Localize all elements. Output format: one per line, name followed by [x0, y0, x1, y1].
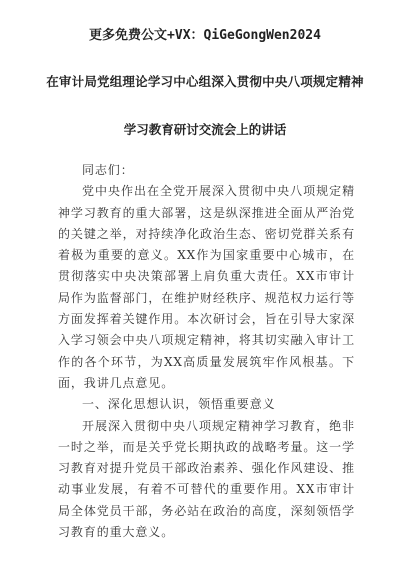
document-header: 更多免费公文+VX：QiGeGongWen2024	[89, 28, 321, 43]
document-body	[58, 160, 355, 543]
document-title-line1: 在审计局党组理论学习中心组深入贯彻中央八项规定精神	[46, 74, 364, 89]
document-title-line2: 学习教育研讨交流会上的讲话	[123, 122, 287, 137]
paragraph-intro: 党中央作出在全党开展深入贯彻中央八项规定精神学习教育的重大部署，这是纵深推进全面从严治党的关键之举，对持续净化政治生态、密切党群关系有着极为重要的意义。XX作为国家重要中心城市，在贯彻落实中央决策部署上肩负重大责任。XX市审计局作为监督部门，在维护财经秩序、规范权力运行等方面发挥着关键作用。本次研讨会，旨在引导大家深入学习领会中央八项规定精神，将其切实融入审计工作的各个环节，为XX高质量发展筑牢作风根基。下面，我讲几点意见。	[58, 184, 355, 390]
greeting: 同志们：	[82, 163, 134, 177]
paragraph-section-1: 开展深入贯彻中央八项规定精神学习教育，绝非一时之举，而是关乎党长期执政的战略考量。这一学习教育对提升党员干部政治素养、强化作风建设、推动事业发展，有着不可替代的重要作用。XX市审计局全体党员干部，务必站在政治的高度，深刻领悟学习教育的重大意义。	[58, 418, 355, 540]
section-heading-1: 一、深化思想认识，领悟重要意义	[82, 397, 276, 412]
